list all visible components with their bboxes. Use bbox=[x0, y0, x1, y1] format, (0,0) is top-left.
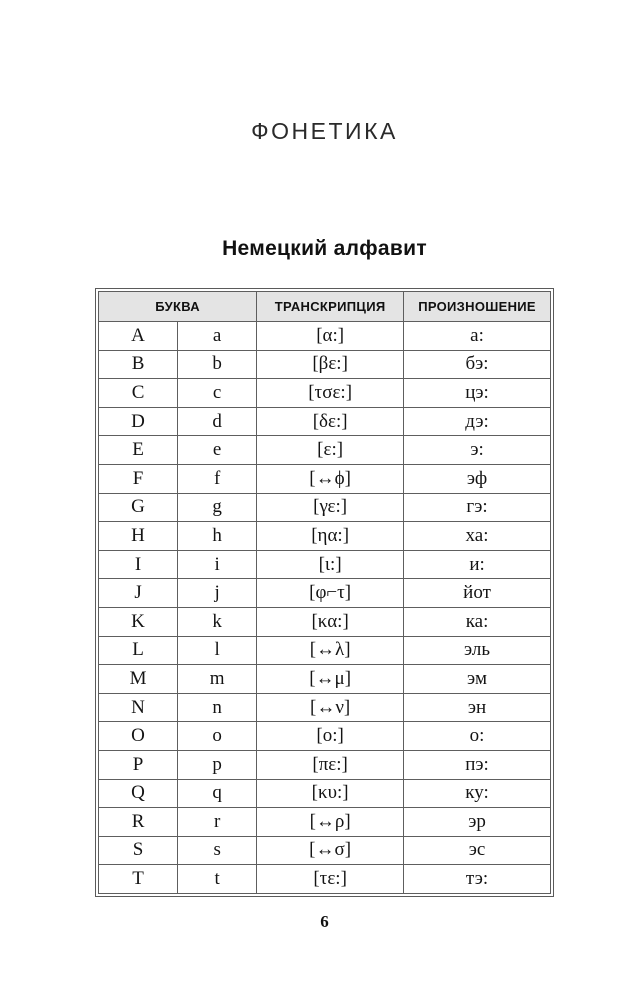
table-row bbox=[99, 607, 551, 636]
pronunciation-cell: бэ: bbox=[404, 350, 551, 379]
alphabet-table-frame bbox=[95, 288, 554, 897]
letter-lowercase-cell: p bbox=[178, 750, 257, 779]
transcription-cell: [↔ρ] bbox=[257, 808, 404, 837]
letter-lowercase-cell: n bbox=[178, 693, 257, 722]
letter-uppercase-cell: T bbox=[99, 865, 178, 894]
letter-lowercase-cell: m bbox=[178, 665, 257, 694]
transcription-cell: [ο:] bbox=[257, 722, 404, 751]
table-row bbox=[99, 808, 551, 837]
transcription-cell: [α:] bbox=[257, 322, 404, 351]
pronunciation-cell: ка: bbox=[404, 607, 551, 636]
letter-uppercase-cell: G bbox=[99, 493, 178, 522]
pronunciation-cell: эль bbox=[404, 636, 551, 665]
table-row bbox=[99, 436, 551, 465]
pronunciation-cell: о: bbox=[404, 722, 551, 751]
letter-uppercase-cell: I bbox=[99, 550, 178, 579]
letter-uppercase-cell: B bbox=[99, 350, 178, 379]
letter-lowercase-cell: j bbox=[178, 579, 257, 608]
letter-lowercase-cell: l bbox=[178, 636, 257, 665]
letter-uppercase-cell: P bbox=[99, 750, 178, 779]
transcription-cell: [τε:] bbox=[257, 865, 404, 894]
alphabet-table bbox=[98, 291, 551, 894]
transcription-cell: [τσε:] bbox=[257, 379, 404, 408]
letter-uppercase-cell: N bbox=[99, 693, 178, 722]
letter-lowercase-cell: q bbox=[178, 779, 257, 808]
letter-lowercase-cell: t bbox=[178, 865, 257, 894]
letter-uppercase-cell: M bbox=[99, 665, 178, 694]
letter-uppercase-cell: A bbox=[99, 322, 178, 351]
letter-lowercase-cell: o bbox=[178, 722, 257, 751]
pronunciation-cell: а: bbox=[404, 322, 551, 351]
transcription-cell: [↔σ] bbox=[257, 836, 404, 865]
table-header-row bbox=[99, 292, 551, 322]
table-row bbox=[99, 493, 551, 522]
letter-uppercase-cell: H bbox=[99, 522, 178, 551]
transcription-cell: [ι:] bbox=[257, 550, 404, 579]
table-row bbox=[99, 322, 551, 351]
table-row bbox=[99, 550, 551, 579]
letter-lowercase-cell: c bbox=[178, 379, 257, 408]
letter-uppercase-cell: O bbox=[99, 722, 178, 751]
transcription-cell: [πε:] bbox=[257, 750, 404, 779]
table-row bbox=[99, 407, 551, 436]
pronunciation-cell: гэ: bbox=[404, 493, 551, 522]
pronunciation-cell: и: bbox=[404, 550, 551, 579]
letter-uppercase-cell: Q bbox=[99, 779, 178, 808]
pronunciation-cell: эс bbox=[404, 836, 551, 865]
letter-lowercase-cell: b bbox=[178, 350, 257, 379]
pronunciation-cell: эм bbox=[404, 665, 551, 694]
column-header-letter: БУКВА bbox=[99, 292, 257, 322]
transcription-cell: [βε:] bbox=[257, 350, 404, 379]
pronunciation-cell: эр bbox=[404, 808, 551, 837]
letter-lowercase-cell: i bbox=[178, 550, 257, 579]
table-row bbox=[99, 722, 551, 751]
transcription-cell: [↔λ] bbox=[257, 636, 404, 665]
letter-lowercase-cell: g bbox=[178, 493, 257, 522]
transcription-cell: [ηα:] bbox=[257, 522, 404, 551]
letter-lowercase-cell: e bbox=[178, 436, 257, 465]
letter-lowercase-cell: h bbox=[178, 522, 257, 551]
table-row bbox=[99, 665, 551, 694]
letter-lowercase-cell: d bbox=[178, 407, 257, 436]
table-body bbox=[99, 322, 551, 894]
letter-uppercase-cell: K bbox=[99, 607, 178, 636]
pronunciation-cell: ку: bbox=[404, 779, 551, 808]
transcription-cell: [↔μ] bbox=[257, 665, 404, 694]
table-row bbox=[99, 693, 551, 722]
transcription-cell: [κυ:] bbox=[257, 779, 404, 808]
pronunciation-cell: йот bbox=[404, 579, 551, 608]
section-title: ФОНЕТИКА bbox=[251, 118, 398, 144]
letter-uppercase-cell: J bbox=[99, 579, 178, 608]
letter-uppercase-cell: S bbox=[99, 836, 178, 865]
pronunciation-cell: тэ: bbox=[404, 865, 551, 894]
pronunciation-cell: дэ: bbox=[404, 407, 551, 436]
table-row bbox=[99, 350, 551, 379]
table-row bbox=[99, 750, 551, 779]
letter-lowercase-cell: a bbox=[178, 322, 257, 351]
table-row bbox=[99, 836, 551, 865]
table-row bbox=[99, 522, 551, 551]
transcription-cell: [ε:] bbox=[257, 436, 404, 465]
table-row bbox=[99, 636, 551, 665]
pronunciation-cell: э: bbox=[404, 436, 551, 465]
table-row bbox=[99, 579, 551, 608]
letter-lowercase-cell: r bbox=[178, 808, 257, 837]
table-row bbox=[99, 464, 551, 493]
letter-uppercase-cell: L bbox=[99, 636, 178, 665]
table-row bbox=[99, 865, 551, 894]
letter-uppercase-cell: R bbox=[99, 808, 178, 837]
pronunciation-cell: эн bbox=[404, 693, 551, 722]
transcription-cell: [↔ϕ] bbox=[257, 464, 404, 493]
letter-uppercase-cell: D bbox=[99, 407, 178, 436]
transcription-cell: [δε:] bbox=[257, 407, 404, 436]
transcription-cell: [κα:] bbox=[257, 607, 404, 636]
table-row bbox=[99, 779, 551, 808]
table-row bbox=[99, 379, 551, 408]
letter-uppercase-cell: C bbox=[99, 379, 178, 408]
column-header-transcription: ТРАНСКРИПЦИЯ bbox=[257, 292, 404, 322]
pronunciation-cell: пэ: bbox=[404, 750, 551, 779]
letter-lowercase-cell: s bbox=[178, 836, 257, 865]
alphabet-heading: Немецкий алфавит bbox=[222, 237, 427, 260]
letter-lowercase-cell: k bbox=[178, 607, 257, 636]
letter-lowercase-cell: f bbox=[178, 464, 257, 493]
transcription-cell: [γε:] bbox=[257, 493, 404, 522]
pronunciation-cell: эф bbox=[404, 464, 551, 493]
transcription-cell: [↔ν] bbox=[257, 693, 404, 722]
transcription-cell: [φ⌐τ] bbox=[257, 579, 404, 608]
pronunciation-cell: ха: bbox=[404, 522, 551, 551]
page-number: 6 bbox=[320, 912, 329, 931]
column-header-pronunciation: ПРОИЗНОШЕНИЕ bbox=[404, 292, 551, 322]
letter-uppercase-cell: F bbox=[99, 464, 178, 493]
letter-uppercase-cell: E bbox=[99, 436, 178, 465]
pronunciation-cell: цэ: bbox=[404, 379, 551, 408]
